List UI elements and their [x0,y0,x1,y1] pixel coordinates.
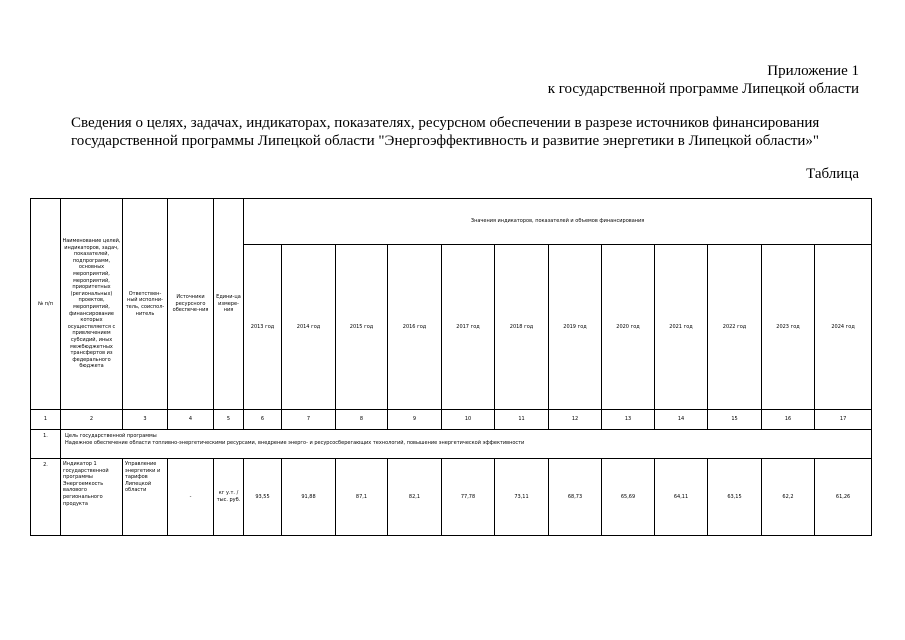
column-number: 15 [708,410,762,430]
indicator-value: 82,1 [388,459,442,536]
indicator-value: 93,55 [244,459,282,536]
indicator-name: Индикатор 1 государственной программы Энергоемкость валового регионального продукта [61,459,123,536]
column-numbers-row [31,410,872,430]
header-responsible: Ответствен-ный исполни-тель, соиспол-нитель [123,199,168,410]
column-number: 12 [549,410,602,430]
header-year: 2024 год [815,245,872,410]
column-number: 13 [602,410,655,430]
header-year: 2017 год [442,245,495,410]
appendix-number: Приложение 1 [767,63,859,79]
indicator-value: 63,15 [708,459,762,536]
indicator-value: 73,11 [495,459,549,536]
header-year: 2018 год [495,245,549,410]
goal-title: Цель государственной программы [65,433,157,439]
table-label: Таблица [806,166,859,182]
header-year: 2022 год [708,245,762,410]
indicator-value: 64,11 [655,459,708,536]
appendix-caption [548,62,859,98]
indicator-value: 91,88 [282,459,336,536]
goal-cell [61,430,872,459]
indicator-source: - [168,459,214,536]
header-name: Наименование целей, индикаторов, задач, показателей, подпрограмм, основных мероприятий, мероприятий, приоритетных (региональных) проектов, мероприятий, финансирование которых осуществляется с привлечением субсидий, иных межбюджетных трансфертов из федерального бюджета [61,199,123,410]
indicator-unit: кг у.т. / тыс. руб. [214,459,244,536]
document-heading: Сведения о целях, задачах, индикаторах, показателях, ресурсном обеспечении в разрезе источников финансирования государственной программы Липецкой области "Энергоэффективность и развитие энергетики в Липецкой области»" [71,115,820,149]
goal-text: Надежное обеспечение области топливно-энергетическими ресурсами, внедрение энерго- и ресурсосберегающих технологий, повышение энергетической эффективности [65,439,525,446]
header-row-1 [31,199,872,245]
appendix-reference: к государственной программе Липецкой области [547,81,859,97]
header-year: 2014 год [282,245,336,410]
header-year: 2023 год [762,245,815,410]
header-year: 2020 год [602,245,655,410]
column-number: 14 [655,410,708,430]
indicator-value: 68,73 [549,459,602,536]
column-number: 7 [282,410,336,430]
column-number: 5 [214,410,244,430]
indicator-row [31,459,872,536]
goal-row [31,430,872,459]
column-number: 10 [442,410,495,430]
indicator-value: 65,69 [602,459,655,536]
column-number: 3 [123,410,168,430]
column-number: 16 [762,410,815,430]
indicator-value: 62,2 [762,459,815,536]
column-number: 8 [336,410,388,430]
indicator-value: 77,78 [442,459,495,536]
header-year: 2019 год [549,245,602,410]
column-number: 1 [31,410,61,430]
column-number: 4 [168,410,214,430]
column-number: 2 [61,410,123,430]
column-number: 6 [244,410,282,430]
header-unit: Едини-ца измере-ния [214,199,244,410]
indicators-table [30,198,872,536]
header-year: 2013 год [244,245,282,410]
indicator-responsible: Управление энергетики и тарифов Липецкой области [123,459,168,536]
indicator-value: 61,26 [815,459,872,536]
column-number: 9 [388,410,442,430]
column-number: 11 [495,410,549,430]
header-values-group: Значения индикаторов, показателей и объемов финансирования [244,199,872,245]
column-number: 17 [815,410,872,430]
header-year: 2015 год [336,245,388,410]
goal-row-num: 1. [31,430,61,459]
header-source: Источники ресурсного обеспече-ния [168,199,214,410]
header-year: 2016 год [388,245,442,410]
indicator-row-num: 2. [31,459,61,536]
header-num: № п/п [31,199,61,410]
header-year: 2021 год [655,245,708,410]
indicator-value: 87,1 [336,459,388,536]
